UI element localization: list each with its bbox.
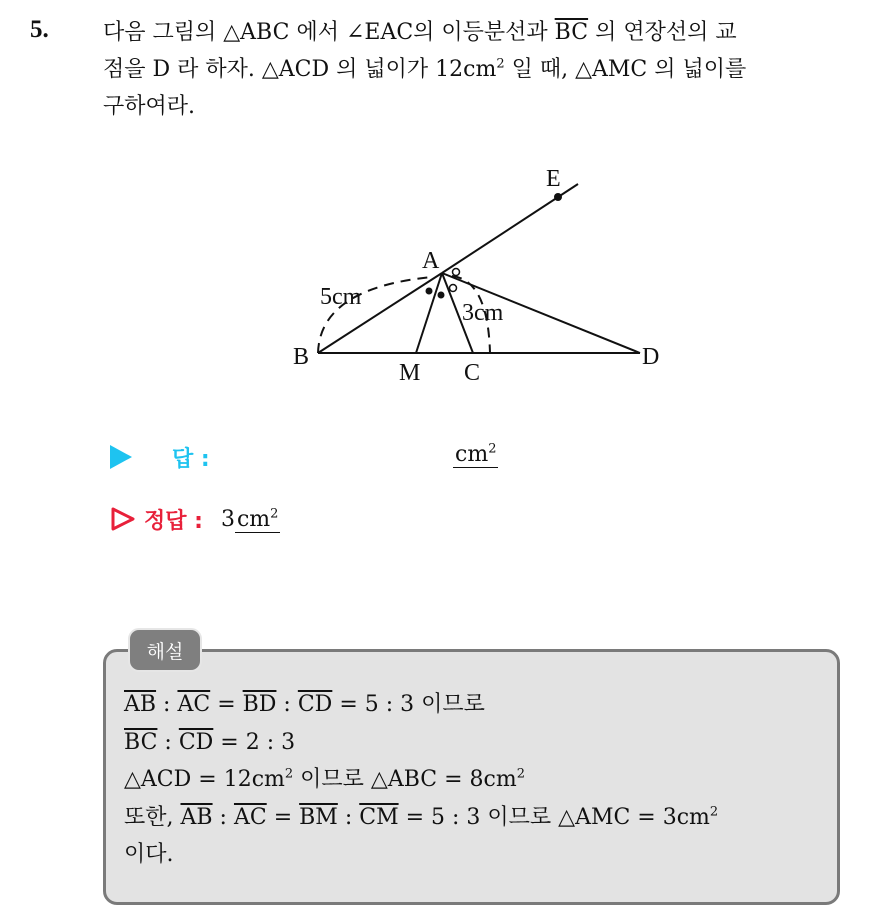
label-b: B: [293, 344, 310, 370]
label-ac-length: 3cm: [462, 300, 504, 326]
angle-mark-circle-2: [450, 285, 457, 292]
question-line-2: [103, 51, 863, 88]
correct-answer-row: [110, 502, 280, 536]
question-line-1-tail: 의 연장선의 교: [588, 20, 737, 45]
superscript: 2: [496, 56, 505, 72]
angle-mark-dot-1: [426, 288, 433, 295]
segment-bd: $\overline{BD}$: [242, 692, 277, 717]
solution-line-5: 이다.: [124, 842, 174, 867]
answer-unit: cm: [455, 442, 489, 467]
label-m: M: [399, 360, 421, 386]
label-ab-length: 5cm: [320, 284, 362, 310]
angle-mark-circle-1: [453, 269, 460, 276]
question-number: 5.: [30, 16, 49, 43]
solution-line-2: [124, 724, 718, 762]
solution-line-3-text: △ACD = 12cm: [124, 767, 285, 792]
correct-answer-unit-text: cm: [236, 506, 271, 532]
segment-ac: $\overline{AC}$: [177, 692, 211, 717]
label-a: A: [422, 248, 440, 274]
solution-line-4-prefix: 또한,: [124, 804, 181, 830]
question-line-1-text: 다음 그림의 △ABC 에서 ∠EAC의 이등분선과: [103, 20, 555, 45]
segment-bc: $\overline{BC}$: [124, 729, 158, 755]
triangle-figure: [290, 160, 680, 392]
solution-line-4-tail: = 5 : 3 이므로 △AMC = 3cm: [398, 804, 710, 830]
superscript: 2: [516, 766, 525, 782]
solution-tag: 해설: [128, 628, 202, 672]
label-e: E: [546, 166, 561, 192]
segment-cm: $\overline{CM}$: [359, 804, 399, 830]
ratio-colon: :: [276, 692, 298, 717]
solution-line-2-tail: = 2 : 3: [213, 729, 296, 755]
line-am: [416, 273, 442, 353]
segment-cd: $\overline{CD}$: [178, 729, 214, 755]
question-line-2-text: 점을 D 라 하자. △ACD 의 넓이가 12cm: [103, 57, 497, 82]
question-line-2-tail: 일 때, △AMC 의 넓이를: [504, 57, 747, 82]
question-text: [103, 14, 863, 125]
answer-label: 답 :: [172, 446, 210, 472]
ratio-colon: :: [337, 804, 360, 830]
equals-sign: =: [210, 692, 243, 717]
segment-ab: $\overline{AB}$: [124, 692, 157, 717]
point-e-dot: [554, 193, 562, 201]
question-line-1: [103, 14, 863, 51]
correct-answer-number: 3: [220, 506, 235, 532]
answer-unit-superscript: 2: [488, 441, 497, 457]
play-filled-icon: [110, 445, 132, 469]
superscript: 2: [284, 766, 294, 782]
ratio-colon: :: [157, 729, 179, 755]
ratio-colon: :: [212, 804, 234, 830]
segment-cd: $\overline{CD}$: [297, 692, 333, 717]
answer-blank[interactable]: [453, 442, 498, 468]
solution-line-3-mid: 이므로 △ABC = 8cm: [293, 767, 517, 792]
correct-answer-value: [221, 507, 280, 532]
solution-line-1: [124, 686, 718, 724]
segment-ab: $\overline{AB}$: [180, 804, 213, 830]
segment-bm: $\overline{BM}$: [299, 804, 338, 830]
correct-answer-label: 정답 :: [144, 508, 203, 534]
angle-mark-dot-2: [438, 292, 445, 299]
segment-ac: $\overline{AC}$: [233, 804, 267, 830]
question-line-3: 구하여라.: [103, 94, 196, 119]
solution-line-4: [124, 799, 718, 837]
label-d: D: [642, 344, 660, 370]
equals-sign: =: [266, 804, 300, 830]
play-outline-icon: [110, 506, 136, 532]
solution-line-1-tail: = 5 : 3 이므로: [332, 692, 485, 717]
ratio-colon: :: [156, 692, 178, 717]
solution-text: [124, 686, 718, 874]
superscript: 2: [709, 804, 719, 820]
answer-row: [110, 440, 210, 474]
segment-bc: $\overline{BC}$: [554, 20, 589, 45]
correct-answer-unit: [235, 507, 280, 533]
correct-answer-unit-superscript: 2: [270, 506, 279, 522]
solution-line-3: [124, 761, 718, 799]
label-c: C: [464, 360, 481, 386]
